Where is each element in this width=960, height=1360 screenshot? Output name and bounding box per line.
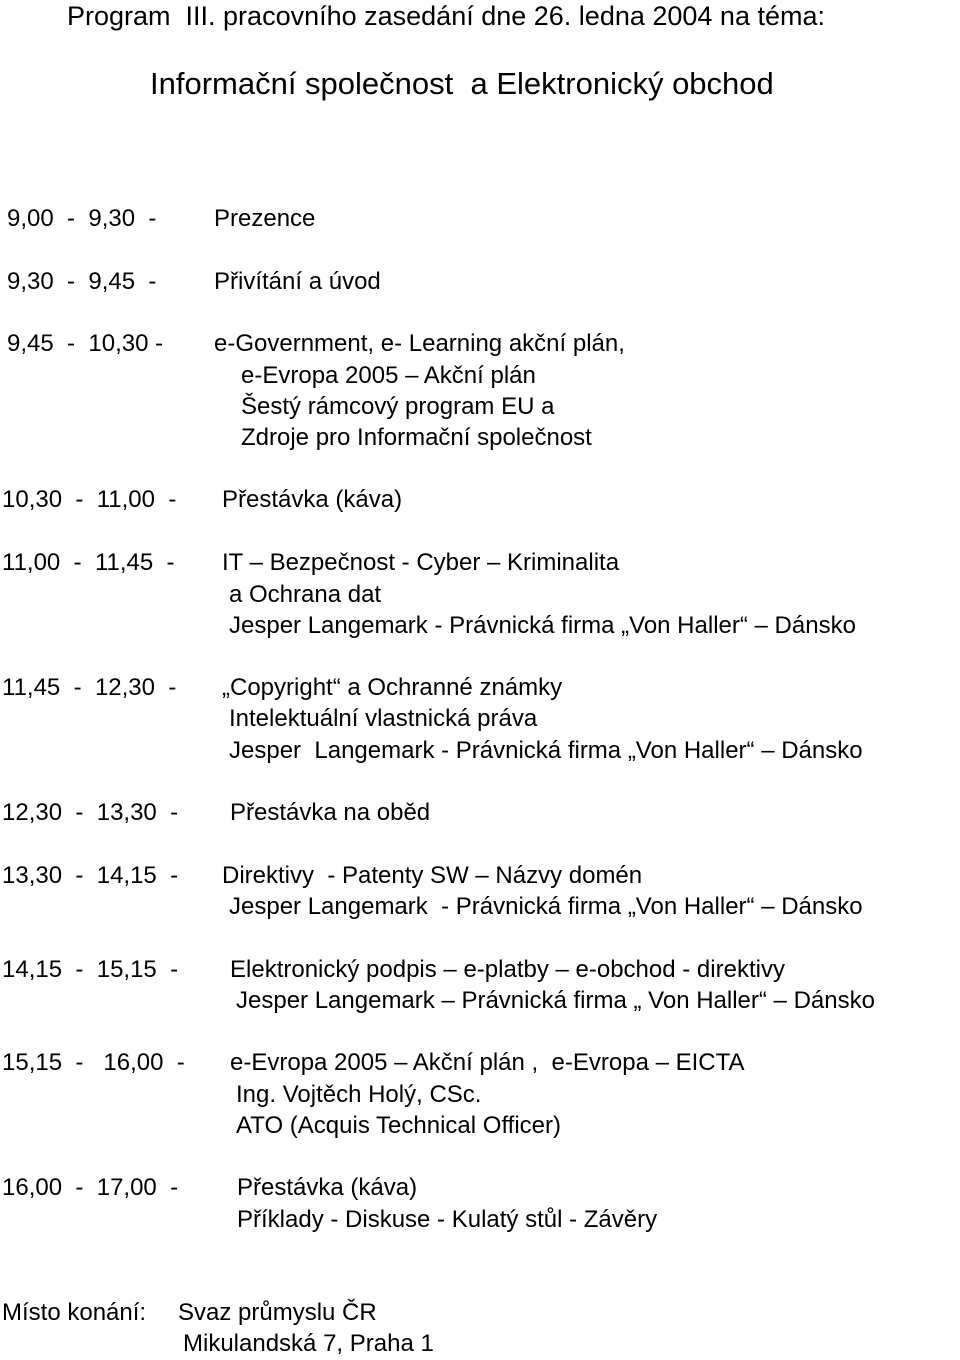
schedule-text: Přestávka (káva): [237, 1174, 418, 1201]
schedule-time: 11,45 - 12,30 -: [2, 674, 177, 701]
schedule-text: Přivítání a úvod: [214, 268, 381, 295]
schedule-text: Jesper Langemark – Právnická firma „ Von Haller“ – Dánsko: [236, 987, 875, 1014]
schedule-text: Přestávka na oběd: [230, 799, 431, 826]
program-heading: Program III. pracovního zasedání dne 26. ledna 2004 na téma:: [67, 1, 825, 31]
schedule-time: 9,30 - 9,45 -: [7, 268, 157, 295]
schedule-time: 9,45 - 10,30 -: [7, 330, 164, 357]
schedule-time: 10,30 - 11,00 -: [2, 486, 177, 513]
schedule-text: Prezence: [214, 205, 316, 232]
schedule-time: 16,00 - 17,00 -: [2, 1174, 179, 1201]
schedule-text: Ing. Vojtěch Holý, CSc.: [236, 1081, 482, 1108]
schedule-text: Direktivy - Patenty SW – Názvy domén: [222, 862, 643, 889]
schedule-text: e-Government, e- Learning akční plán,: [214, 330, 625, 357]
schedule-time: 14,15 - 15,15 -: [2, 956, 179, 983]
schedule-time: 11,00 - 11,45 -: [2, 549, 175, 576]
schedule-text: Šestý rámcový program EU a: [241, 393, 555, 420]
venue-label: Místo konání:: [2, 1299, 147, 1326]
schedule-text: Elektronický podpis – e-platby – e-obchod - direktivy: [230, 956, 785, 983]
schedule-text: e-Evropa 2005 – Akční plán , e-Evropa – EICTA: [230, 1049, 745, 1076]
schedule-text: a Ochrana dat: [229, 581, 382, 608]
schedule-text: Zdroje pro Informační společnost: [241, 424, 592, 451]
venue-name: Svaz průmyslu ČR: [178, 1299, 377, 1326]
schedule-text: „Copyright“ a Ochranné známky: [222, 674, 563, 701]
schedule-text: IT – Bezpečnost - Cyber – Kriminalita: [222, 549, 620, 576]
venue-address: Mikulandská 7, Praha 1: [183, 1330, 434, 1357]
schedule-time: 12,30 - 13,30 -: [2, 799, 179, 826]
schedule-text: Jesper Langemark - Právnická firma „Von Haller“ – Dánsko: [229, 737, 863, 764]
schedule-text: Intelektuální vlastnická práva: [229, 705, 538, 732]
schedule-text: e-Evropa 2005 – Akční plán: [241, 362, 536, 389]
schedule-text: Příklady - Diskuse - Kulatý stůl - Závěry: [237, 1206, 658, 1233]
schedule-text: Přestávka (káva): [222, 486, 403, 513]
schedule-text: ATO (Acquis Technical Officer): [236, 1112, 562, 1139]
schedule-text: Jesper Langemark - Právnická firma „Von Haller“ – Dánsko: [229, 612, 856, 639]
schedule-text: Jesper Langemark - Právnická firma „Von Haller“ – Dánsko: [229, 893, 863, 920]
program-title: Informační společnost a Elektronický obchod: [150, 66, 774, 101]
schedule-time: 13,30 - 14,15 -: [2, 862, 179, 889]
schedule-time: 15,15 - 16,00 -: [2, 1049, 185, 1076]
schedule-time: 9,00 - 9,30 -: [7, 205, 157, 232]
